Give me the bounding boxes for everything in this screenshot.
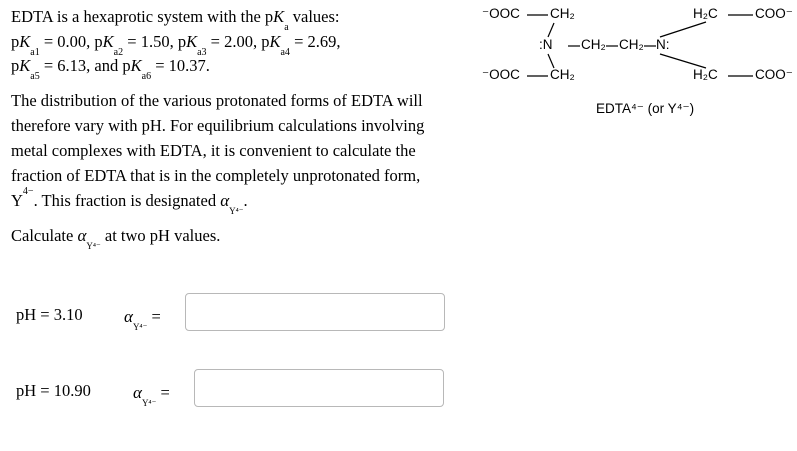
pka-line-1: $pK_{a1} = 0.00$, $pK_{a2} = 1.50$, $pK_{a3} = 2.00$, $pK_{a4} = 2.69$, bbox=[11, 32, 341, 59]
k-symbol: K bbox=[273, 7, 285, 26]
pka4-label: a4 bbox=[280, 47, 290, 59]
alpha-subscript: Y⁴⁻ bbox=[141, 398, 157, 409]
ph-label-2: pH = 10.90 bbox=[16, 381, 91, 400]
structure-caption: EDTA⁴⁻ (or Y⁴⁻) bbox=[596, 101, 695, 116]
alpha-answer-input-2[interactable] bbox=[194, 369, 444, 407]
alpha-symbol: α bbox=[220, 191, 230, 210]
pka3-label: a3 bbox=[197, 47, 207, 59]
pka6-value: 10.37 bbox=[168, 56, 206, 75]
pka3-value: 2.00 bbox=[224, 32, 253, 51]
coo-top-label: COO⁻ bbox=[755, 6, 793, 21]
alpha-label-1: $\alpha_{Y^{4-}}$ = bbox=[124, 307, 161, 333]
and-word: and bbox=[94, 56, 119, 75]
alpha-symbol: α bbox=[133, 383, 142, 402]
intro-line-1 bbox=[11, 4, 340, 34]
paragraph-text: The distribution of the various protonated forms of EDTA will therefore vary with pH. For equilibrium calculations involving metal complexes with EDTA, it is convenient to calculate the fraction of EDTA that is in the completely unprotonated form, Y bbox=[11, 91, 425, 210]
a-subscript: a bbox=[284, 22, 289, 34]
pka-line-2: $pK_{a5} = 6.13$, and $pK_{a6} = 10.37$. bbox=[11, 56, 210, 83]
pka4-value: 2.69 bbox=[307, 32, 337, 51]
pka2-value: 1.50 bbox=[140, 32, 170, 51]
intro-text: EDTA is a hexaprotic system with the p bbox=[11, 7, 274, 26]
n-right-label: N: bbox=[656, 37, 670, 52]
ch2-top-label: CH₂ bbox=[550, 6, 575, 21]
instruction-text-end: at two pH values. bbox=[100, 226, 221, 245]
n-left-label: :N bbox=[539, 37, 553, 52]
edta-structure bbox=[470, 0, 797, 125]
pka5-label: a5 bbox=[30, 71, 40, 83]
ph-label-1: pH = 3.10 bbox=[16, 305, 83, 324]
alpha-subscript: Y⁴⁻ bbox=[229, 206, 244, 217]
alpha-symbol: α bbox=[124, 307, 133, 326]
pka1-value: 0.00 bbox=[57, 32, 87, 51]
alpha-label-2: $\alpha_{Y^{4-}}$ = bbox=[133, 383, 170, 409]
alpha-subscript: Y⁴⁻ bbox=[132, 322, 148, 333]
description-paragraph: The distribution of the various protonated forms of EDTA will therefore vary with pH. For equilibrium calculations involving metal complexes with EDTA, it is convenient to calculate the fraction of EDTA that is in the completely unprotonated form, $Y^{4-}$. This fraction is designated $\alpha_{Y^{4-}}$. bbox=[11, 91, 425, 217]
ch2-bottom-label: CH₂ bbox=[550, 67, 575, 82]
y-charge: 4− bbox=[22, 185, 34, 197]
alpha-answer-input-1[interactable] bbox=[185, 293, 445, 331]
h2c-top-label: H₂C bbox=[693, 6, 718, 21]
intro-text-end: values: bbox=[288, 7, 340, 26]
ooc-top-label: ⁻OOC bbox=[482, 6, 520, 21]
pka5-value: 6.13 bbox=[57, 56, 87, 75]
ch2-mid2-label: CH₂ bbox=[619, 37, 644, 52]
pka2-label: a2 bbox=[113, 47, 124, 59]
pka6-label: a6 bbox=[141, 71, 152, 83]
alpha-symbol: α bbox=[77, 226, 87, 245]
instruction-text: Calculate bbox=[11, 226, 78, 245]
ooc-bottom-label: ⁻OOC bbox=[482, 67, 520, 82]
ch2-mid1-label: CH₂ bbox=[581, 37, 606, 52]
h2c-bottom-label: H₂C bbox=[693, 67, 718, 82]
instruction bbox=[11, 223, 221, 252]
pka1-label: a1 bbox=[30, 47, 40, 59]
coo-bottom-label: COO⁻ bbox=[755, 67, 793, 82]
paragraph-text-2: . This fraction is designated bbox=[33, 191, 221, 210]
alpha-subscript: Y⁴⁻ bbox=[86, 241, 101, 252]
